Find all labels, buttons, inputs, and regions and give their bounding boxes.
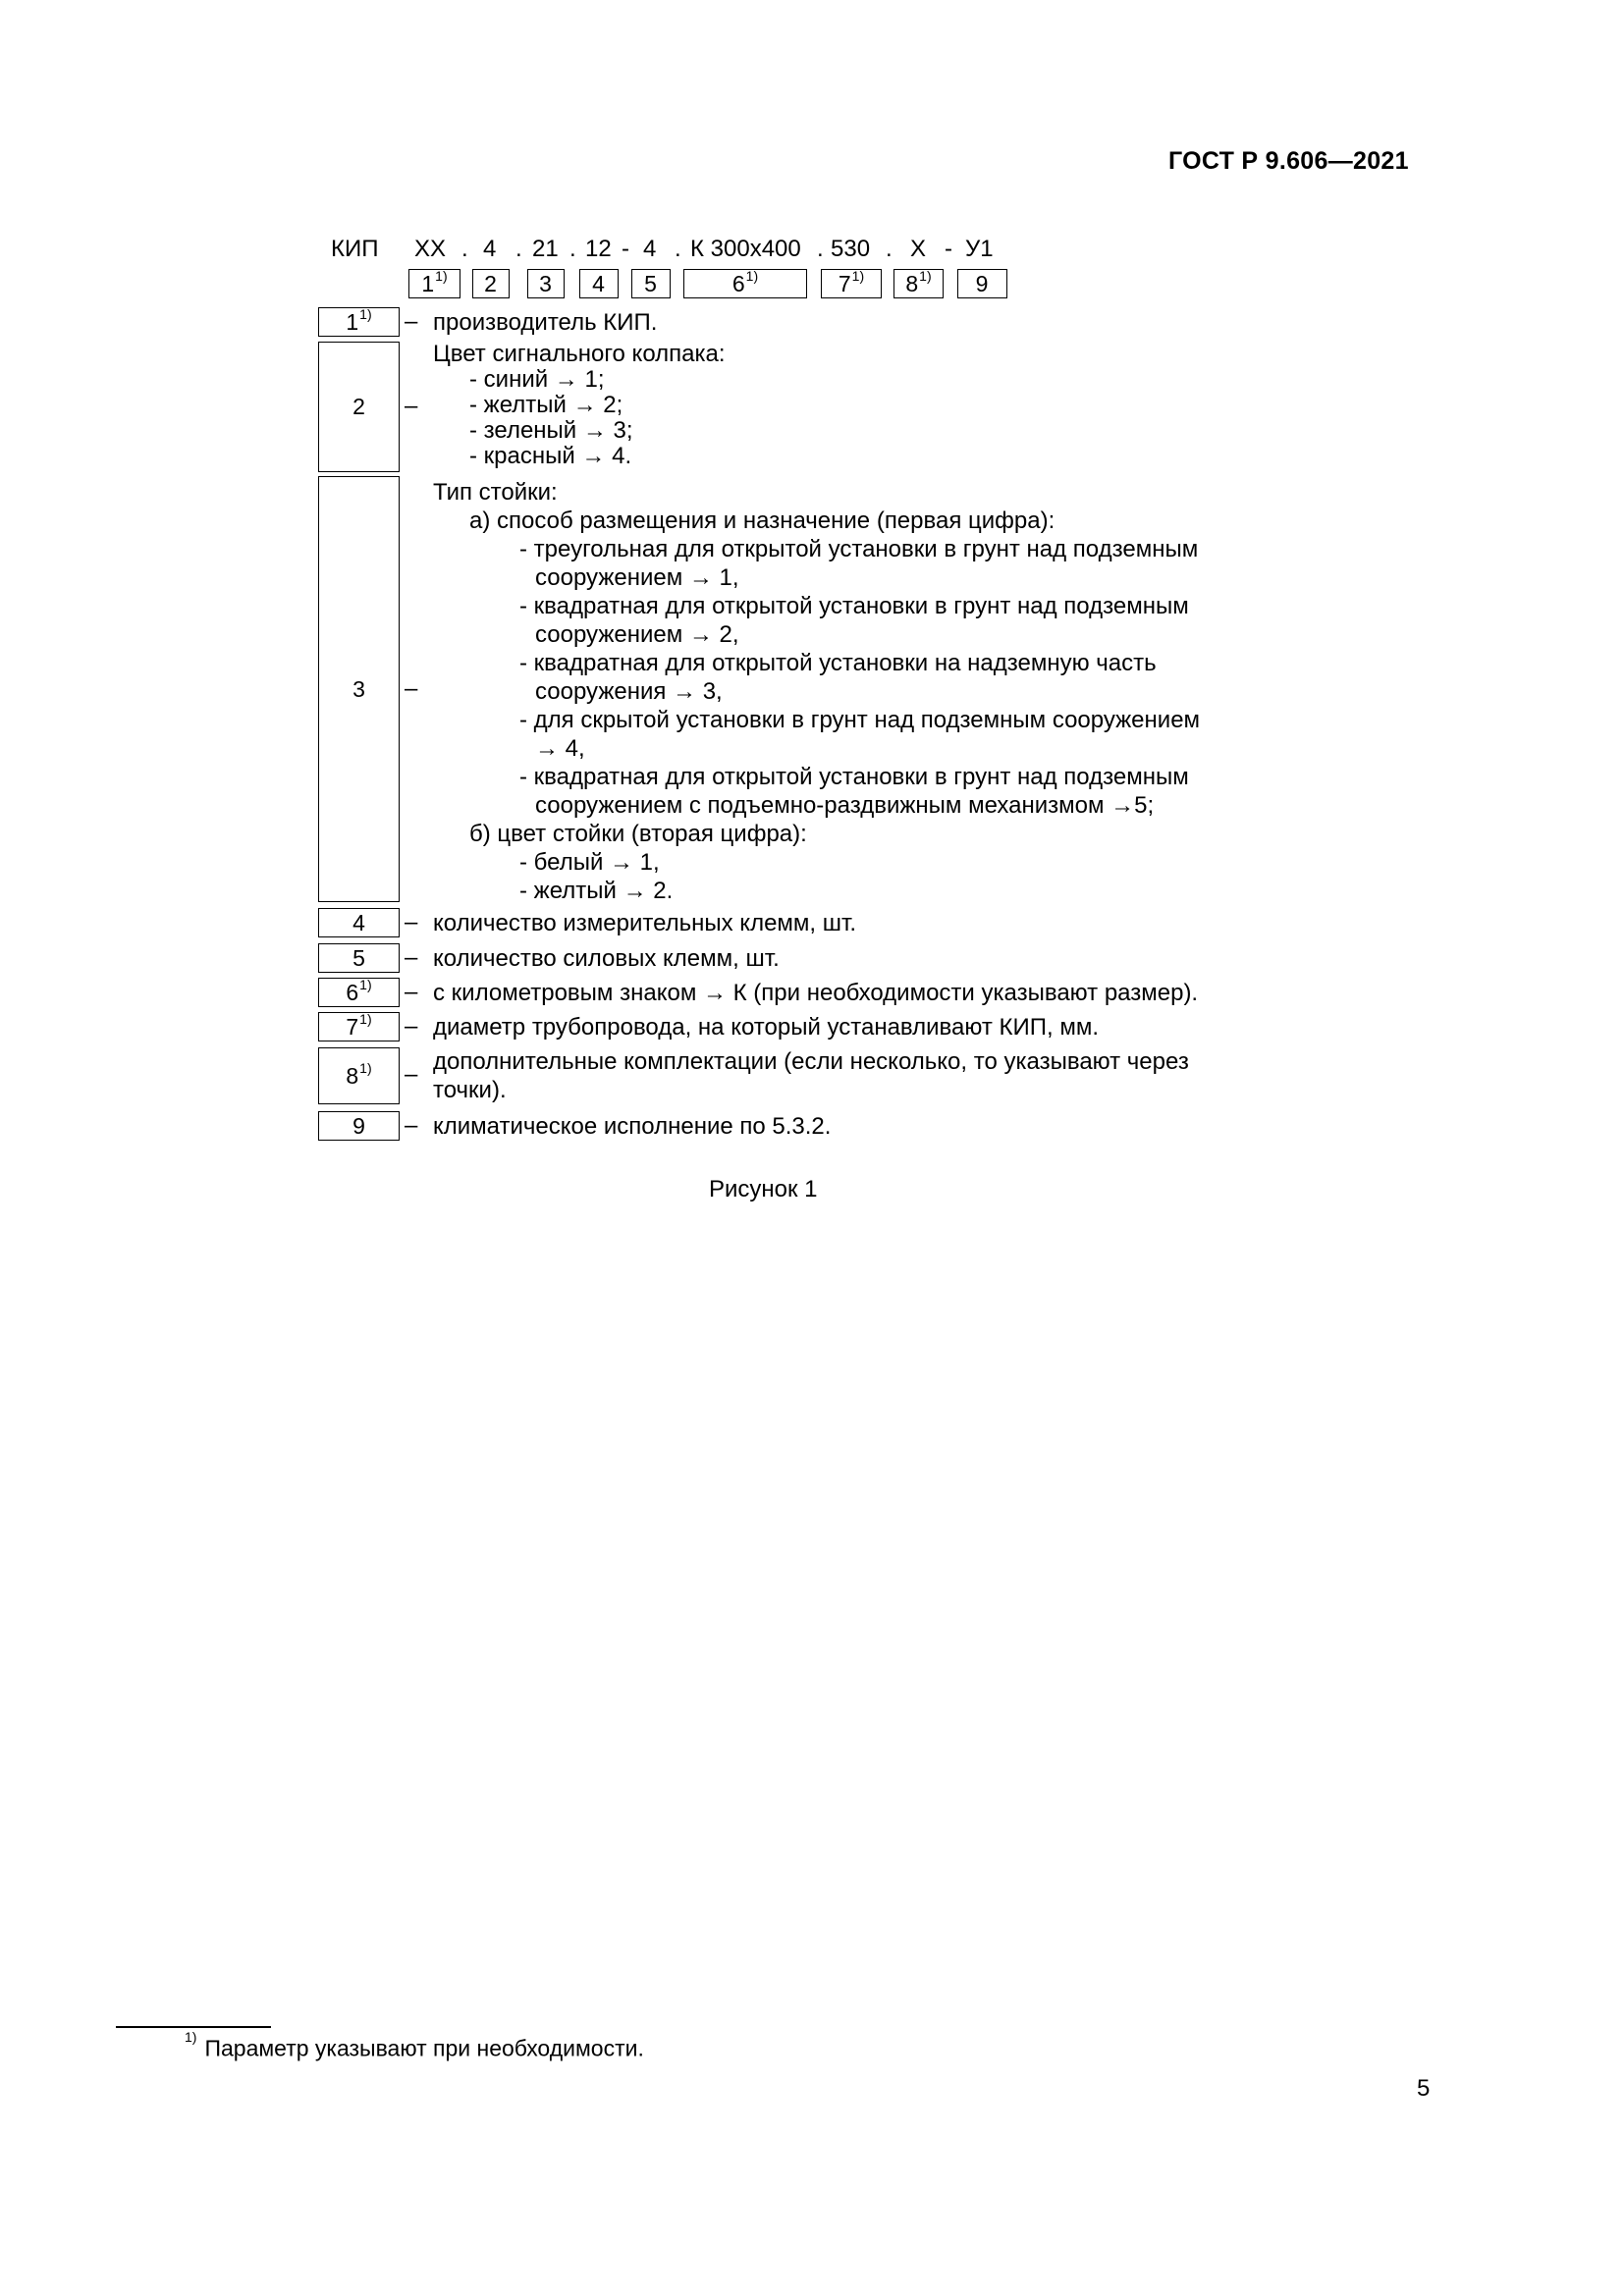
legend-text-8: дополнительные комплектации (если несколько, то указывают через точки). [433,1048,1189,1103]
code-token: К 300х400 [690,236,801,262]
code-box: 4 [579,269,619,298]
code-box: 3 [527,269,565,298]
legend-dash: – [405,393,418,419]
code-token: 21 [532,236,559,262]
legend-dash: – [405,1013,418,1040]
code-token: - [622,236,629,262]
code-token: . [461,236,468,262]
legend-text-3 [433,478,1200,905]
code-token: . [569,236,576,262]
legend-dash: – [405,308,418,335]
code-box: 7 $^{1)}$ [821,269,882,298]
code-box: 5 [631,269,671,298]
code-token: У1 [965,236,994,262]
list-item-continuation: сооружением → 2, [535,621,739,648]
list-item: - желтый → 2. [519,878,674,904]
legend-box-4: 4 [318,908,400,937]
code-token: 4 [643,236,657,262]
legend-dash: – [405,675,418,702]
legend-dash: – [405,1061,418,1088]
legend-dash: – [405,909,418,935]
code-box: 9 [957,269,1007,298]
list-item-continuation: сооружения → 3, [535,678,723,705]
subheading-b: б) цвет стойки (вторая цифра): [469,821,807,847]
heading-signal-cap-color: Цвет сигнального колпака: [433,341,726,367]
legend-text-1: производитель КИП. [433,309,658,336]
legend-box-1: 1 $^{1)}$ [318,307,400,337]
legend-box-9: 9 [318,1111,400,1141]
list-item: - белый → 1, [519,849,660,876]
subheading-a: а) способ размещения и назначение (первая цифра): [469,507,1056,534]
code-token: XX [414,236,447,262]
legend-text-9: климатическое исполнение по 5.3.2. [433,1113,832,1140]
legend-text-7: диаметр трубопровода, на который устанавливают КИП, мм. [433,1014,1099,1041]
code-token: 4 [483,236,497,262]
list-item: - треугольная для открытой установки в грунт над подземным [519,536,1199,562]
legend-dash: – [405,944,418,971]
legend-box-3: 3 [318,476,400,902]
list-item-continuation: → 4, [535,735,585,762]
legend-box-5: 5 [318,943,400,973]
list-item: - зеленый → 3; [469,417,633,444]
code-box: 8 $^{1)}$ [893,269,944,298]
figure-caption: Рисунок 1 [709,1176,818,1202]
code-token: . [817,236,824,262]
legend-text-2 [433,342,726,469]
list-item: - желтый → 2; [469,392,623,418]
legend-box-2: 2 [318,342,400,472]
legend-box-8: 8 $^{1)}$ [318,1047,400,1104]
list-item: - квадратная для открытой установки на надземную часть [519,650,1157,676]
legend-dash: – [405,979,418,1005]
code-token: . [675,236,681,262]
code-token: . [886,236,893,262]
code-prefix: КИП [331,236,379,262]
code-token: X [910,236,927,262]
legend-text-4: количество измерительных клемм, шт. [433,910,857,936]
code-box: 6 $^{1)}$ [683,269,807,298]
legend-text-5: количество силовых клемм, шт. [433,945,780,972]
code-box: 1 $^{1)}$ [408,269,460,298]
code-box: 2 [472,269,510,298]
legend-text-6: с километровым знаком → К (при необходимости указывают размер). [433,980,1199,1006]
code-token: 12 [585,236,612,262]
footnote-text: Параметр указывают при необходимости. [204,2035,644,2061]
footnote-divider [116,2026,271,2028]
code-token: - [945,236,952,262]
list-item: - квадратная для открытой установки в грунт над подземным [519,764,1189,790]
list-item: - для скрытой установки в грунт над подземным сооружением [519,707,1201,733]
list-item: - красный → 4. [469,443,632,469]
legend-dash: – [405,1112,418,1139]
list-item: - квадратная для открытой установки в грунт над подземным [519,593,1189,619]
code-token: . [515,236,522,262]
legend-box-7: 7 $^{1)}$ [318,1012,400,1041]
document-id: ГОСТ Р 9.606—2021 [1168,147,1409,175]
list-item-continuation: сооружением → 1, [535,564,739,591]
code-token: 530 [831,236,871,262]
list-item: - синий → 1; [469,366,605,393]
heading-stand-type: Тип стойки: [433,479,558,506]
footnote-marker: 1) [185,2029,197,2045]
list-item-continuation: сооружением с подъемно-раздвижным механизмом →5; [535,792,1155,819]
page-number: 5 [1417,2075,1431,2102]
legend-box-6: 6 $^{1)}$ [318,978,400,1007]
footnote [185,2029,644,2062]
